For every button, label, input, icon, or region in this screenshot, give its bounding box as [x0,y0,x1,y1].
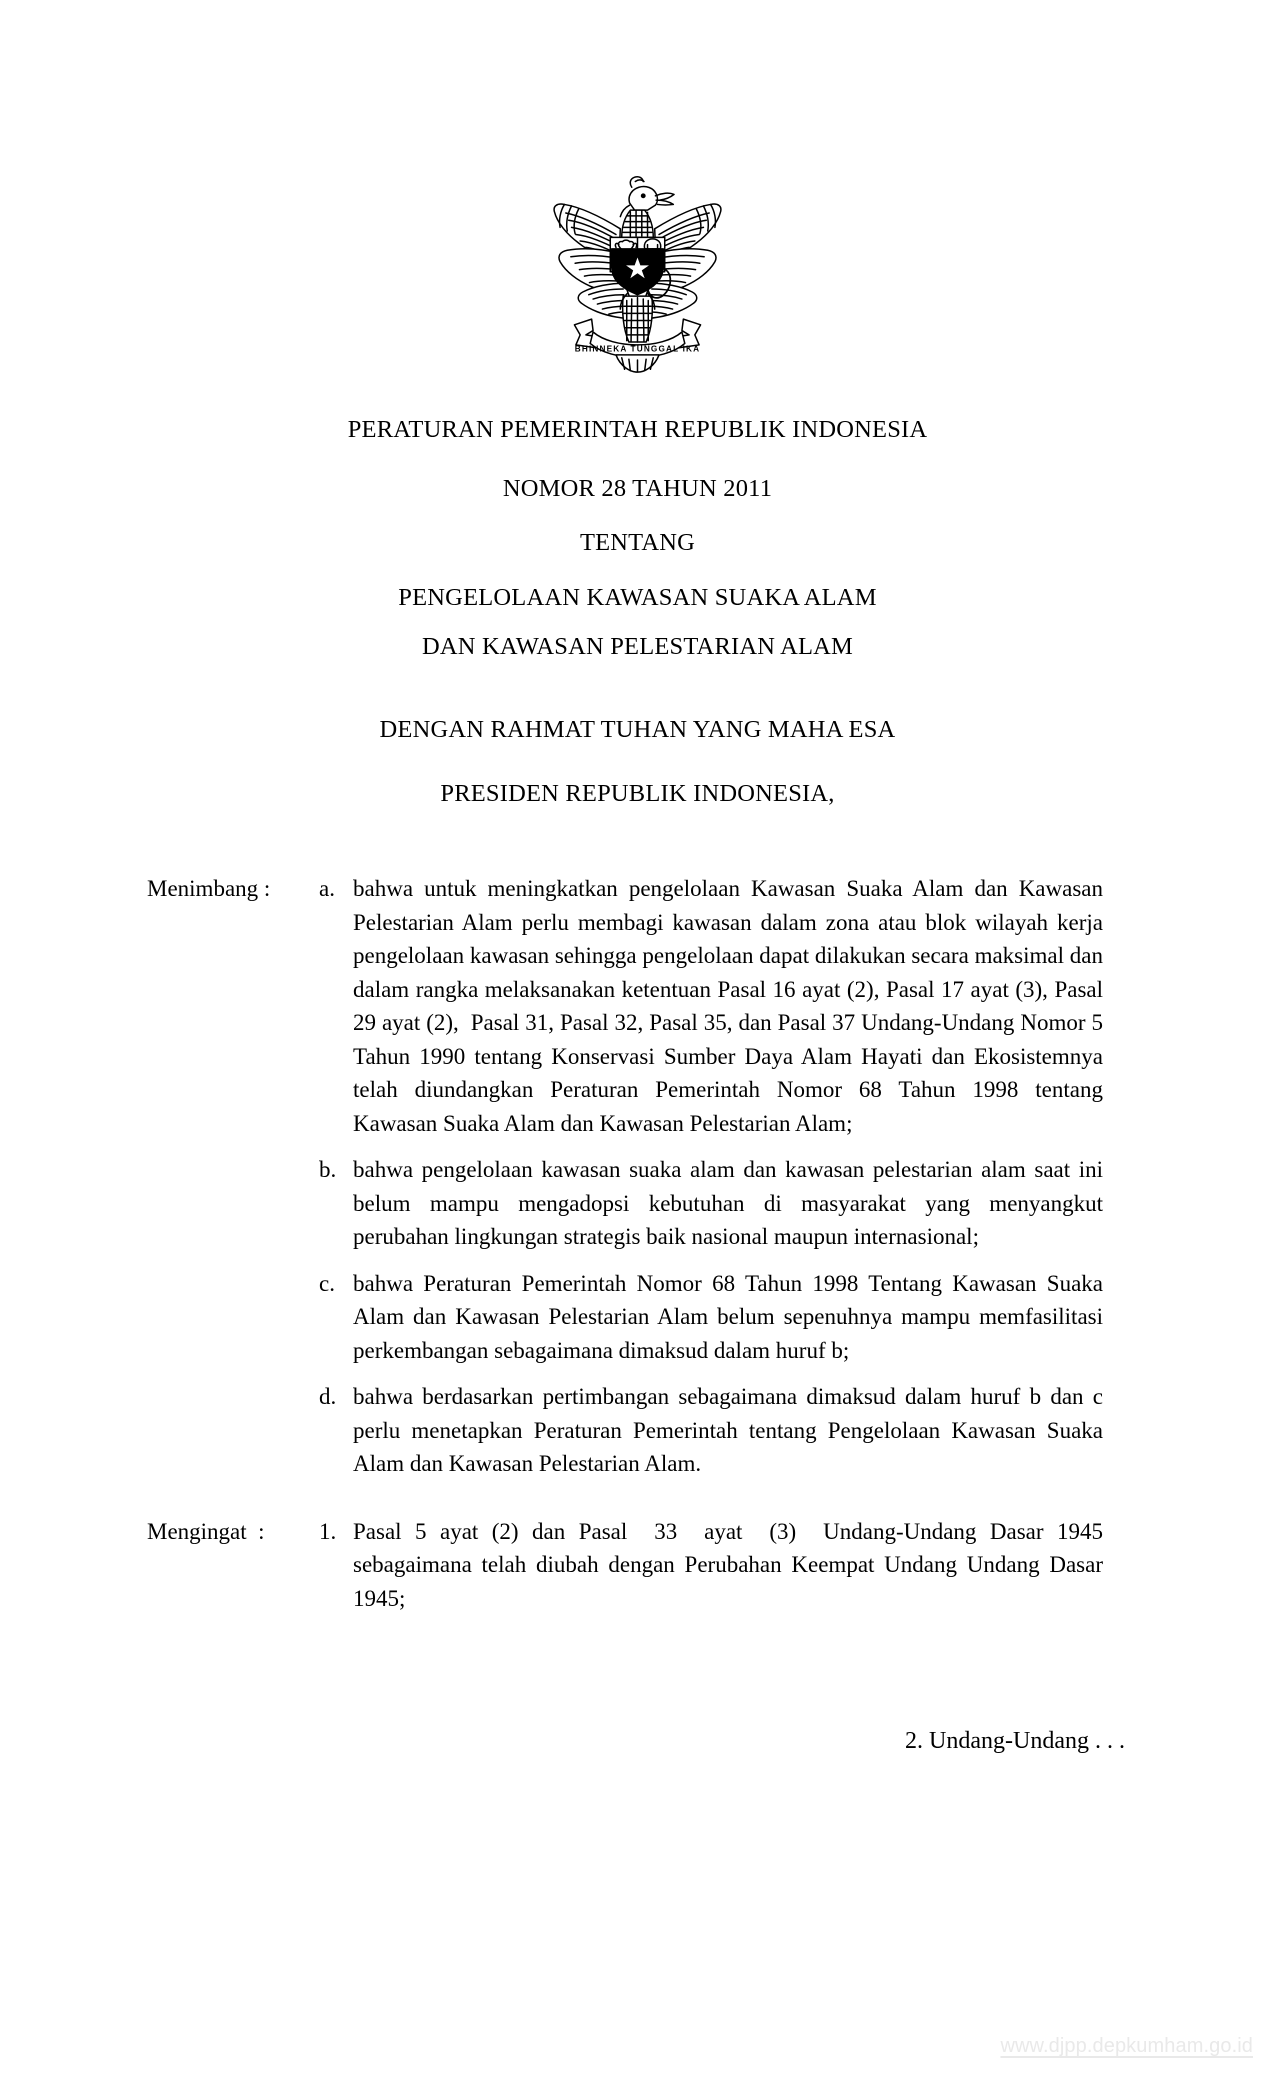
tentang-label: TENTANG [579,529,696,556]
consideration-marker-c: c. [319,1270,335,1296]
consideration-text-d: bahwa berdasarkan pertimbangan sebagaimana dimaksud dalam huruf b dan c perlu menetapkan Peraturan Pemerintah tentang Pengelolaan Kawasan Suaka Alam dan Kawasan Pelestarian Alam. [353,1384,1109,1476]
consideration-item-c [0,1267,1275,1368]
garuda-pancasila-emblem [530,160,745,375]
regulation-title-line-1: PERATURAN PEMERINTAH REPUBLIK INDONESIA [347,416,928,443]
source-watermark: www.djpp.depkumham.go.id [1000,2035,1253,2057]
page-continuation-note: 2. Undang-Undang . . . [905,1728,1125,1754]
legal-basis-item-1 [0,1515,1275,1616]
consideration-item-a [0,872,1275,1140]
consideration-text-a: bahwa untuk meningkatkan pengelolaan Kawasan Suaka Alam dan Kawasan Pelestarian Alam perlu membagi kawasan dalam zona atau blok wilayah kerja pengelolaan kawasan sehingga pengelolaan dapat dilakukan secara maksimal dan dalam rangka melaksanakan ketentuan Pasal 16 ayat (2), Pasal 17 ayat (3), Pasal 29 ayat (2), Pasal 31, Pasal 32, Pasal 35, dan Pasal 37 Undang-Undang Nomor 5 Tahun 1990 tentang Konservasi Sumber Daya Alam Hayati dan Ekosistemnya telah diundangkan Peraturan Pemerintah Nomor 68 Tahun 1998 tentang Kawasan Suaka Alam dan Kawasan Pelestarian Alam; [353,876,1109,1136]
president-line: PRESIDEN REPUBLIK INDONESIA, [440,780,835,807]
consideration-marker-a: a. [319,876,335,901]
body-block [0,872,1275,1615]
emblem-container [0,160,1275,380]
regulation-subject-line-1: PENGELOLAAN KAWASAN SUAKA ALAM [398,583,877,611]
consideration-text-c: bahwa Peraturan Pemerintah Nomor 68 Tahun 1998 Tentang Kawasan Suaka Alam dan Kawasan Pelestarian Alam belum sepenuhnya mampu memfasilitasi perkembangan sebagaimana dimaksud dalam huruf b; [353,1270,1109,1363]
invocation-line: DENGAN RAHMAT TUHAN YANG MAHA ESA [379,715,896,743]
consideration-item-d [0,1380,1275,1481]
legal-basis-text-1: Pasal 5 ayat (2) dan Pasal 33 ayat (3) Undang-Undang Dasar 1945 sebagaimana telah diubah dengan Perubahan Keempat Undang Undang Dasar 1945; [353,1518,1109,1611]
mengingat-label: Mengingat : [147,1518,265,1544]
menimbang-label: Menimbang : [147,876,271,901]
regulation-subject-line-2: DAN KAWASAN PELESTARIAN ALAM [421,633,854,660]
consideration-text-b: bahwa pengelolaan kawasan suaka alam dan kawasan pelestarian alam saat ini belum mampu mengadopsi kebutuhan di masyarakat yang menyangkut perubahan lingkungan strategis baik nasional maupun internasional; [353,1157,1109,1249]
legal-basis-marker-1: 1. [319,1518,337,1544]
svg-text:BHINNEKA TUNGGAL IKA: BHINNEKA TUNGGAL IKA [574,344,701,354]
consideration-marker-d: d. [319,1384,337,1409]
consideration-marker-b: b. [319,1157,337,1182]
consideration-item-b [0,1153,1275,1254]
regulation-number: NOMOR 28 TAHUN 2011 [502,474,773,502]
title-block [0,418,1275,807]
